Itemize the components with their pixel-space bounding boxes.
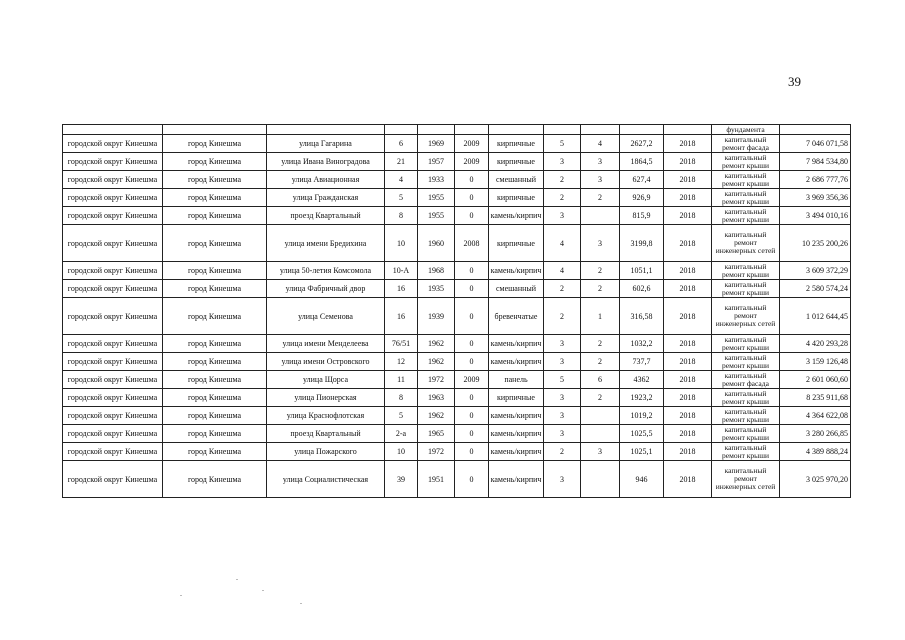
entrances-cell: 2 [581, 335, 620, 353]
cost-cell: 3 025 970,20 [780, 461, 851, 498]
floors-cell: 3 [544, 335, 581, 353]
year-overhaul-cell: 0 [455, 189, 489, 207]
year-built-cell: 1935 [418, 280, 455, 298]
entrances-cell: 2 [581, 280, 620, 298]
header-cell [664, 125, 712, 135]
municipality-cell: городской округ Кинешма [63, 135, 163, 153]
work-type-cell: капитальный ремонт крыши [712, 425, 780, 443]
table-row [63, 353, 851, 371]
house-number-cell: 11 [385, 371, 418, 389]
house-number-cell: 10-А [385, 262, 418, 280]
plan-year-cell: 2018 [664, 353, 712, 371]
area-cell: 1025,1 [620, 443, 664, 461]
house-number-cell: 8 [385, 389, 418, 407]
cost-cell: 2 580 574,24 [780, 280, 851, 298]
plan-year-cell: 2018 [664, 461, 712, 498]
plan-year-cell: 2018 [664, 425, 712, 443]
area-cell: 316,58 [620, 298, 664, 335]
area-cell: 737,7 [620, 353, 664, 371]
cost-cell: 4 389 888,24 [780, 443, 851, 461]
municipality-cell: городской округ Кинешма [63, 443, 163, 461]
entrances-cell: 2 [581, 262, 620, 280]
table-row [63, 335, 851, 353]
floors-cell: 4 [544, 262, 581, 280]
header-fragment: фундамента [712, 125, 780, 135]
year-built-cell: 1955 [418, 189, 455, 207]
work-type-cell: капитальный ремонт крыши [712, 262, 780, 280]
work-type-cell: капитальный ремонт фасада [712, 135, 780, 153]
year-overhaul-cell: 2009 [455, 135, 489, 153]
header-fragment-row [63, 125, 851, 135]
year-overhaul-cell: 0 [455, 280, 489, 298]
floors-cell: 2 [544, 171, 581, 189]
municipality-cell: городской округ Кинешма [63, 225, 163, 262]
plan-year-cell: 2018 [664, 262, 712, 280]
entrances-cell: 3 [581, 171, 620, 189]
cost-cell: 4 364 622,08 [780, 407, 851, 425]
locality-cell: город Кинешма [163, 171, 267, 189]
plan-year-cell: 2018 [664, 298, 712, 335]
street-cell: улица Семенова [267, 298, 385, 335]
house-number-cell: 16 [385, 280, 418, 298]
cost-cell: 4 420 293,28 [780, 335, 851, 353]
cost-cell: 2 601 060,60 [780, 371, 851, 389]
floors-cell: 2 [544, 298, 581, 335]
area-cell: 1923,2 [620, 389, 664, 407]
wall-material-cell: кирпичные [489, 153, 544, 171]
year-built-cell: 1962 [418, 407, 455, 425]
year-built-cell: 1955 [418, 207, 455, 225]
municipality-cell: городской округ Кинешма [63, 389, 163, 407]
table-row [63, 135, 851, 153]
municipality-cell: городской округ Кинешма [63, 298, 163, 335]
table-row [63, 407, 851, 425]
work-type-cell: капитальный ремонт крыши [712, 353, 780, 371]
locality-cell: город Кинешма [163, 298, 267, 335]
area-cell: 4362 [620, 371, 664, 389]
floors-cell: 2 [544, 443, 581, 461]
entrances-cell: 6 [581, 371, 620, 389]
locality-cell: город Кинешма [163, 353, 267, 371]
header-cell [544, 125, 581, 135]
street-cell: улица Гагарина [267, 135, 385, 153]
cost-cell: 7 046 071,58 [780, 135, 851, 153]
header-cell [267, 125, 385, 135]
table-row [63, 171, 851, 189]
wall-material-cell: кирпичные [489, 135, 544, 153]
entrances-cell: 1 [581, 298, 620, 335]
plan-year-cell: 2018 [664, 443, 712, 461]
wall-material-cell: кирпичные [489, 389, 544, 407]
year-overhaul-cell: 0 [455, 298, 489, 335]
house-number-cell: 4 [385, 171, 418, 189]
floors-cell: 2 [544, 189, 581, 207]
wall-material-cell: камень/кирпич [489, 425, 544, 443]
plan-year-cell: 2018 [664, 371, 712, 389]
entrances-cell: 3 [581, 443, 620, 461]
municipality-cell: городской округ Кинешма [63, 371, 163, 389]
wall-material-cell: кирпичные [489, 225, 544, 262]
wall-material-cell: смешанный [489, 171, 544, 189]
year-overhaul-cell: 0 [455, 443, 489, 461]
street-cell: улица Пожарского [267, 443, 385, 461]
header-cell [163, 125, 267, 135]
header-cell [581, 125, 620, 135]
street-cell: улица Ивана Виноградова [267, 153, 385, 171]
municipality-cell: городской округ Кинешма [63, 153, 163, 171]
locality-cell: город Кинешма [163, 135, 267, 153]
house-number-cell: 5 [385, 189, 418, 207]
header-cell [620, 125, 664, 135]
table-row [63, 425, 851, 443]
cost-cell: 3 609 372,29 [780, 262, 851, 280]
floors-cell: 5 [544, 371, 581, 389]
municipality-cell: городской округ Кинешма [63, 280, 163, 298]
year-built-cell: 1965 [418, 425, 455, 443]
header-cell [489, 125, 544, 135]
municipality-cell: городской округ Кинешма [63, 461, 163, 498]
house-number-cell: 10 [385, 225, 418, 262]
cost-cell: 3 494 010,16 [780, 207, 851, 225]
area-cell: 946 [620, 461, 664, 498]
locality-cell: город Кинешма [163, 280, 267, 298]
plan-year-cell: 2018 [664, 407, 712, 425]
house-number-cell: 2-а [385, 425, 418, 443]
year-overhaul-cell: 2009 [455, 153, 489, 171]
year-built-cell: 1962 [418, 353, 455, 371]
floors-cell: 5 [544, 135, 581, 153]
year-built-cell: 1960 [418, 225, 455, 262]
street-cell: улица Пионерская [267, 389, 385, 407]
table-row [63, 207, 851, 225]
street-cell: проезд Квартальный [267, 425, 385, 443]
entrances-cell: 3 [581, 225, 620, 262]
wall-material-cell: камень/кирпич [489, 443, 544, 461]
area-cell: 926,9 [620, 189, 664, 207]
wall-material-cell: кирпичные [489, 189, 544, 207]
table-row [63, 225, 851, 262]
municipality-cell: городской округ Кинешма [63, 189, 163, 207]
street-cell: улица Социалистическая [267, 461, 385, 498]
wall-material-cell: камень/кирпич [489, 262, 544, 280]
work-type-cell: капитальный ремонт инженерных сетей [712, 298, 780, 335]
municipality-cell: городской округ Кинешма [63, 425, 163, 443]
house-number-cell: 21 [385, 153, 418, 171]
area-cell: 1019,2 [620, 407, 664, 425]
street-cell: улица имени Островского [267, 353, 385, 371]
cost-cell: 10 235 200,26 [780, 225, 851, 262]
street-cell: улица Фабричный двор [267, 280, 385, 298]
locality-cell: город Кинешма [163, 207, 267, 225]
municipality-cell: городской округ Кинешма [63, 207, 163, 225]
plan-year-cell: 2018 [664, 189, 712, 207]
work-type-cell: капитальный ремонт крыши [712, 153, 780, 171]
work-type-cell: капитальный ремонт крыши [712, 443, 780, 461]
area-cell: 602,6 [620, 280, 664, 298]
table-row [63, 461, 851, 498]
wall-material-cell: камень/кирпич [489, 353, 544, 371]
entrances-cell [581, 461, 620, 498]
year-overhaul-cell: 0 [455, 262, 489, 280]
locality-cell: город Кинешма [163, 443, 267, 461]
house-number-cell: 6 [385, 135, 418, 153]
locality-cell: город Кинешма [163, 461, 267, 498]
entrances-cell: 2 [581, 189, 620, 207]
municipality-cell: городской округ Кинешма [63, 353, 163, 371]
work-type-cell: капитальный ремонт фасада [712, 371, 780, 389]
table-row [63, 389, 851, 407]
page-number: 39 [788, 74, 801, 89]
wall-material-cell: панель [489, 371, 544, 389]
wall-material-cell: смешанный [489, 280, 544, 298]
year-overhaul-cell: 0 [455, 335, 489, 353]
wall-material-cell: камень/кирпич [489, 461, 544, 498]
locality-cell: город Кинешма [163, 389, 267, 407]
area-cell: 2627,2 [620, 135, 664, 153]
house-number-cell: 5 [385, 407, 418, 425]
plan-year-cell: 2018 [664, 280, 712, 298]
area-cell: 3199,8 [620, 225, 664, 262]
year-overhaul-cell: 0 [455, 207, 489, 225]
year-built-cell: 1933 [418, 171, 455, 189]
floors-cell: 4 [544, 225, 581, 262]
floors-cell: 3 [544, 207, 581, 225]
table-row [63, 153, 851, 171]
plan-year-cell: 2018 [664, 135, 712, 153]
year-built-cell: 1972 [418, 371, 455, 389]
year-built-cell: 1969 [418, 135, 455, 153]
year-built-cell: 1951 [418, 461, 455, 498]
house-number-cell: 12 [385, 353, 418, 371]
work-type-cell: капитальный ремонт крыши [712, 389, 780, 407]
plan-year-cell: 2018 [664, 225, 712, 262]
year-overhaul-cell: 2009 [455, 371, 489, 389]
cost-cell: 2 686 777,76 [780, 171, 851, 189]
cost-cell: 7 984 534,80 [780, 153, 851, 171]
wall-material-cell: бревенчатые [489, 298, 544, 335]
house-number-cell: 39 [385, 461, 418, 498]
floors-cell: 3 [544, 425, 581, 443]
header-cell [780, 125, 851, 135]
entrances-cell [581, 407, 620, 425]
floors-cell: 2 [544, 280, 581, 298]
floors-cell: 3 [544, 353, 581, 371]
year-built-cell: 1962 [418, 335, 455, 353]
locality-cell: город Кинешма [163, 225, 267, 262]
street-cell: улица имени Менделеева [267, 335, 385, 353]
cost-cell: 1 012 644,45 [780, 298, 851, 335]
plan-year-cell: 2018 [664, 171, 712, 189]
work-type-cell: капитальный ремонт крыши [712, 407, 780, 425]
municipality-cell: городской округ Кинешма [63, 407, 163, 425]
area-cell: 1864,5 [620, 153, 664, 171]
scan-noise [300, 603, 302, 604]
plan-year-cell: 2018 [664, 389, 712, 407]
floors-cell: 3 [544, 407, 581, 425]
locality-cell: город Кинешма [163, 371, 267, 389]
area-cell: 1025,5 [620, 425, 664, 443]
entrances-cell [581, 207, 620, 225]
work-type-cell: капитальный ремонт крыши [712, 207, 780, 225]
plan-year-cell: 2018 [664, 207, 712, 225]
table-row [63, 262, 851, 280]
work-type-cell: капитальный ремонт инженерных сетей [712, 461, 780, 498]
wall-material-cell: камень/кирпич [489, 335, 544, 353]
floors-cell: 3 [544, 461, 581, 498]
table-row [63, 189, 851, 207]
year-built-cell: 1963 [418, 389, 455, 407]
locality-cell: город Кинешма [163, 189, 267, 207]
entrances-cell: 2 [581, 389, 620, 407]
street-cell: проезд Квартальный [267, 207, 385, 225]
work-type-cell: капитальный ремонт крыши [712, 171, 780, 189]
year-overhaul-cell: 0 [455, 461, 489, 498]
area-cell: 1032,2 [620, 335, 664, 353]
street-cell: улица Щорса [267, 371, 385, 389]
locality-cell: город Кинешма [163, 262, 267, 280]
area-cell: 815,9 [620, 207, 664, 225]
scan-noise [180, 595, 182, 596]
street-cell: улица 50-летия Комсомола [267, 262, 385, 280]
entrances-cell: 2 [581, 353, 620, 371]
year-built-cell: 1968 [418, 262, 455, 280]
work-type-cell: капитальный ремонт инженерных сетей [712, 225, 780, 262]
year-built-cell: 1972 [418, 443, 455, 461]
house-number-cell: 10 [385, 443, 418, 461]
year-overhaul-cell: 0 [455, 171, 489, 189]
year-overhaul-cell: 2008 [455, 225, 489, 262]
work-type-cell: капитальный ремонт крыши [712, 189, 780, 207]
cost-cell: 3 159 126,48 [780, 353, 851, 371]
locality-cell: город Кинешма [163, 153, 267, 171]
locality-cell: город Кинешма [163, 335, 267, 353]
house-number-cell: 76/51 [385, 335, 418, 353]
entrances-cell: 3 [581, 153, 620, 171]
area-cell: 1051,1 [620, 262, 664, 280]
house-number-cell: 16 [385, 298, 418, 335]
locality-cell: город Кинешма [163, 425, 267, 443]
work-type-cell: капитальный ремонт крыши [712, 280, 780, 298]
area-cell: 627,4 [620, 171, 664, 189]
year-built-cell: 1939 [418, 298, 455, 335]
header-cell [63, 125, 163, 135]
header-cell [455, 125, 489, 135]
table-row [63, 298, 851, 335]
header-cell [385, 125, 418, 135]
table-row [63, 280, 851, 298]
street-cell: улица имени Бредихина [267, 225, 385, 262]
houses-table [62, 124, 851, 498]
municipality-cell: городской округ Кинешма [63, 262, 163, 280]
wall-material-cell: камень/кирпич [489, 207, 544, 225]
house-number-cell: 8 [385, 207, 418, 225]
work-type-cell: капитальный ремонт крыши [712, 335, 780, 353]
plan-year-cell: 2018 [664, 335, 712, 353]
year-overhaul-cell: 0 [455, 389, 489, 407]
entrances-cell: 4 [581, 135, 620, 153]
scan-noise [236, 579, 238, 580]
floors-cell: 3 [544, 153, 581, 171]
street-cell: улица Авиационная [267, 171, 385, 189]
street-cell: улица Гражданская [267, 189, 385, 207]
wall-material-cell: камень/кирпич [489, 407, 544, 425]
year-built-cell: 1957 [418, 153, 455, 171]
table-row [63, 443, 851, 461]
entrances-cell [581, 425, 620, 443]
plan-year-cell: 2018 [664, 153, 712, 171]
municipality-cell: городской округ Кинешма [63, 171, 163, 189]
locality-cell: город Кинешма [163, 407, 267, 425]
cost-cell: 3 969 356,36 [780, 189, 851, 207]
scan-noise [262, 590, 264, 591]
street-cell: улица Краснофлотская [267, 407, 385, 425]
year-overhaul-cell: 0 [455, 407, 489, 425]
header-cell [418, 125, 455, 135]
table-row [63, 371, 851, 389]
cost-cell: 8 235 911,68 [780, 389, 851, 407]
year-overhaul-cell: 0 [455, 353, 489, 371]
year-overhaul-cell: 0 [455, 425, 489, 443]
municipality-cell: городской округ Кинешма [63, 335, 163, 353]
cost-cell: 3 280 266,85 [780, 425, 851, 443]
floors-cell: 3 [544, 389, 581, 407]
